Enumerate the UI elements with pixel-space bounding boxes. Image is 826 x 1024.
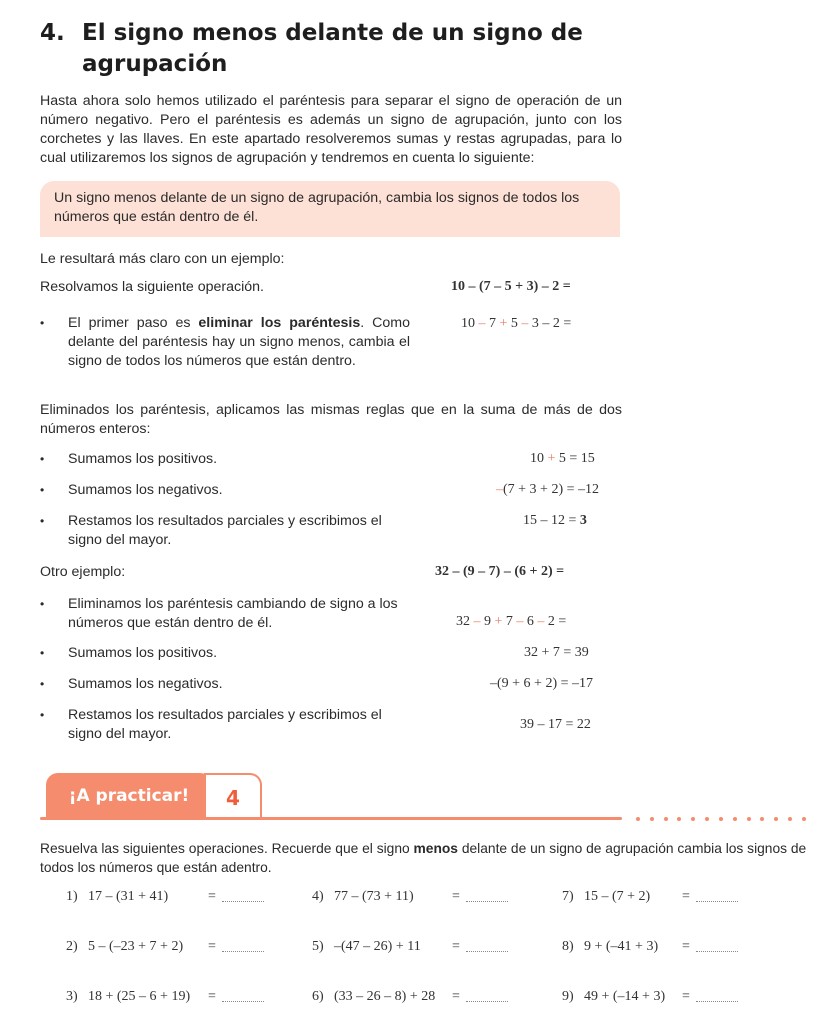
step1-math: 10 – 7 + 5 – 3 – 2 =	[461, 316, 572, 331]
answer-blank-8[interactable]	[696, 939, 738, 952]
exercise-8: 8) 9 + (–41 + 3) =	[562, 939, 658, 955]
step2-eliminate-parentheses: • Eliminamos los paréntesis cambiando de signo a los números que están dentro de él.	[40, 596, 398, 631]
bullet-icon: •	[40, 514, 45, 528]
step-sum-positives: • Sumamos los positivos.	[40, 451, 218, 467]
answer-blank-1[interactable]	[222, 889, 264, 902]
example-prompt: Resolvamos la siguiente operación.	[40, 279, 264, 295]
answer-blank-2[interactable]	[222, 939, 264, 952]
exercise-2: 2) 5 – (–23 + 7 + 2) =	[66, 939, 183, 955]
step2-sum-negatives: • Sumamos los negativos.	[40, 676, 223, 692]
bullet-icon: •	[40, 708, 45, 722]
answer-blank-4[interactable]	[466, 889, 508, 902]
section-heading: El signo menos delante de un signo de agrupación	[82, 20, 583, 77]
example2-lead: Otro ejemplo:	[40, 564, 126, 580]
dotted-divider	[636, 817, 806, 821]
answer-blank-9[interactable]	[696, 989, 738, 1002]
bullet-icon: •	[40, 597, 45, 611]
answer-blank-6[interactable]	[466, 989, 508, 1002]
practice-instructions: Resuelva las siguientes operaciones. Recuerde que el signo menos delante de un signo de agrupación cambia los signos de todos los números que están adentro.	[40, 841, 807, 875]
answer-blank-3[interactable]	[222, 989, 264, 1002]
bullet-icon: •	[40, 452, 45, 466]
section-number: 4.	[40, 20, 65, 46]
step2-sum-positives: • Sumamos los positivos.	[40, 645, 218, 661]
section-divider-line	[40, 817, 622, 820]
bullet-icon: •	[40, 483, 45, 497]
step-subtract-results: • Restamos los resultados parciales y escribimos el signo del mayor.	[40, 513, 382, 548]
bullet-icon: •	[40, 677, 45, 691]
section-title	[40, 18, 640, 80]
practice-tab	[46, 773, 260, 818]
rule-callout-text: Un signo menos delante de un signo de agrupación, cambia los signos de todos los números que están dentro de él.	[54, 190, 580, 225]
exercise-9: 9) 49 + (–14 + 3) =	[562, 989, 665, 1005]
answer-blank-7[interactable]	[696, 889, 738, 902]
exercise-5: 5) –(47 – 26) + 11 =	[312, 939, 421, 955]
example-lead: Le resultará más claro con un ejemplo:	[40, 251, 285, 267]
step2-subtract-results-math: 39 – 17 = 22	[520, 717, 591, 732]
subtract-results-math: 15 – 12 = 3	[523, 513, 587, 528]
step-sum-negatives: • Sumamos los negativos.	[40, 482, 223, 498]
practice-tab-number: 4	[204, 773, 262, 819]
bullet-icon: •	[40, 646, 45, 660]
rule-callout	[40, 181, 620, 237]
exercise-4: 4) 77 – (73 + 11) =	[312, 889, 414, 905]
exercise-1: 1) 17 – (31 + 41) =	[66, 889, 168, 905]
step2-sum-positives-math: 32 + 7 = 39	[524, 645, 589, 660]
bullet-icon: •	[40, 316, 45, 330]
step-eliminate-parentheses: • El primer paso es eliminar los paréntesis. Como delante del paréntesis hay un signo menos, cambia el signo de todos los números que están dentro.	[40, 315, 410, 369]
step2-math: 32 – 9 + 7 – 6 – 2 =	[456, 614, 567, 629]
intro-paragraph: Hasta ahora solo hemos utilizado el paréntesis para separar el signo de operación de un número negativo. Pero el paréntesis es además un signo de agrupación, junto con los corchetes y las llaves. En este apartado resolveremos sumas y restas agrupadas, para lo cual utilizaremos los signos de agrupación y tendremos en cuenta lo siguiente:	[40, 93, 622, 166]
transition-paragraph: Eliminados los paréntesis, aplicamos las mismas reglas que en la suma de más de dos números enteros:	[40, 402, 622, 437]
exercise-7: 7) 15 – (7 + 2) =	[562, 889, 650, 905]
sum-negatives-math: –(7 + 3 + 2) = –12	[496, 482, 600, 497]
step2-sum-negatives-math: –(9 + 6 + 2) = –17	[490, 676, 594, 691]
example-expression: 10 – (7 – 5 + 3) – 2 =	[451, 279, 571, 294]
answer-blank-5[interactable]	[466, 939, 508, 952]
step2-subtract-results: • Restamos los resultados parciales y escribimos el signo del mayor.	[40, 707, 382, 742]
exercise-3: 3) 18 + (25 – 6 + 19) =	[66, 989, 190, 1005]
sum-positives-math: 10 + 5 = 15	[530, 451, 595, 466]
example2-expression: 32 – (9 – 7) – (6 + 2) =	[435, 564, 565, 579]
practice-tab-label: ¡A practicar!	[46, 773, 212, 818]
exercise-6: 6) (33 – 26 – 8) + 28 =	[312, 989, 435, 1005]
